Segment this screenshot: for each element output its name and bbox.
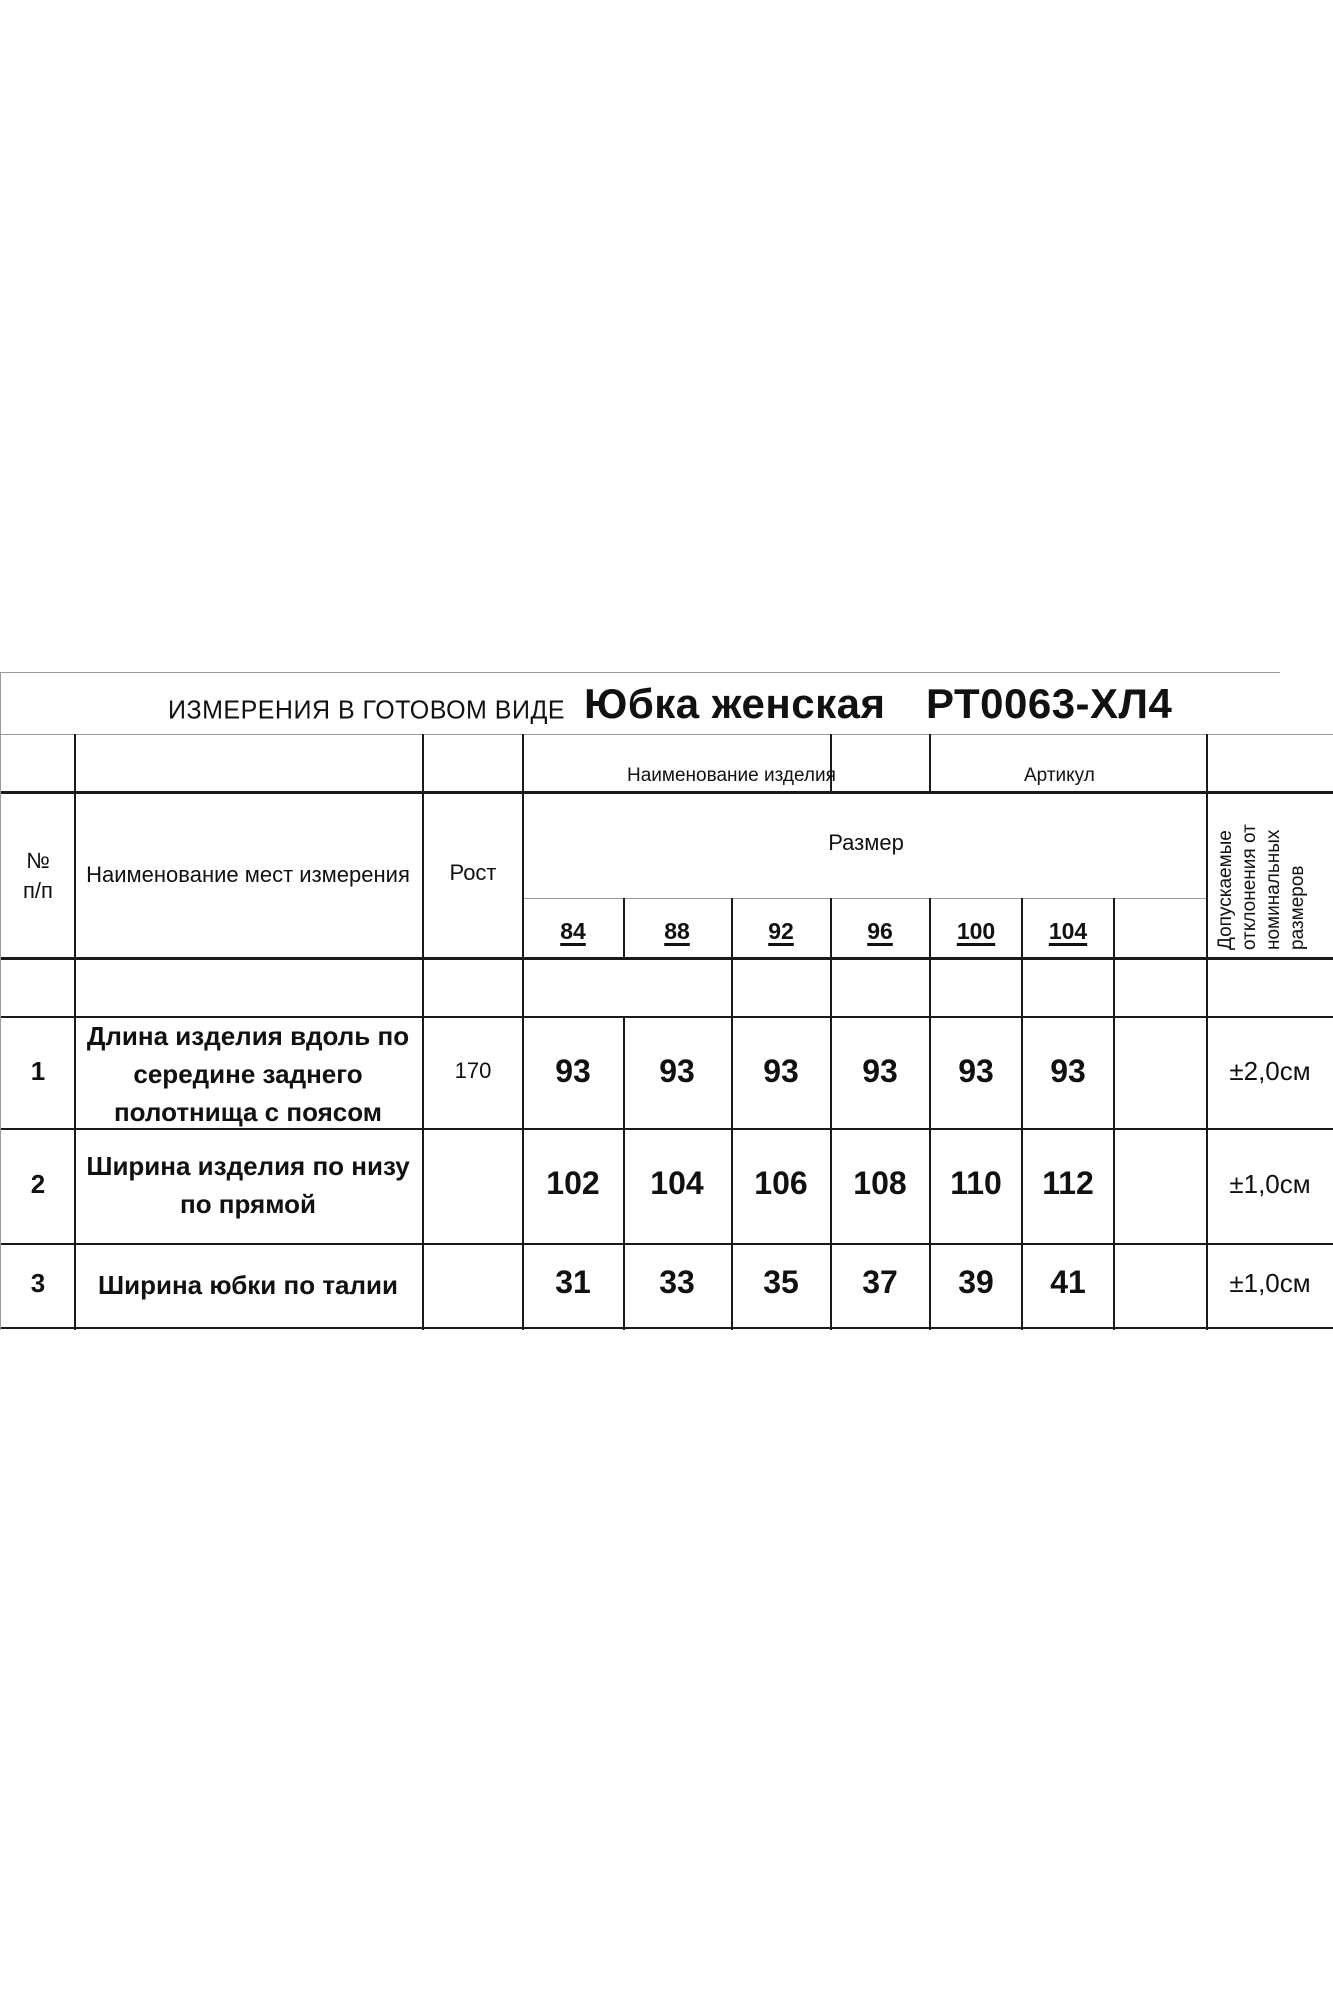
article-code: РТ0063-ХЛ4 <box>926 680 1173 727</box>
col-header-size: Размер <box>828 830 904 855</box>
col-divider-title-b <box>929 734 931 791</box>
size-value: 39 <box>958 1264 994 1300</box>
row-number: 3 <box>30 1268 46 1298</box>
row-3-top-border <box>0 1243 1333 1245</box>
size-header: 88 <box>664 918 690 944</box>
size-value: 108 <box>853 1165 907 1201</box>
size-value: 112 <box>1042 1165 1094 1201</box>
col-divider-s3 <box>830 898 832 1330</box>
table-top-border <box>0 672 1280 673</box>
size-value: 110 <box>950 1165 1002 1201</box>
size-value: 93 <box>862 1053 898 1089</box>
size-value: 41 <box>1050 1264 1086 1300</box>
header-top-border <box>0 791 1333 794</box>
col-divider-no <box>74 734 76 1330</box>
size-value: 106 <box>754 1165 808 1201</box>
tolerance-value: ±1,0см <box>1229 1268 1311 1298</box>
col-divider-s6 <box>1113 898 1115 1330</box>
col-divider-tolerance <box>1206 734 1208 1330</box>
size-value: 93 <box>763 1053 799 1089</box>
size-value: 33 <box>659 1264 695 1300</box>
size-header: 104 <box>1048 918 1088 944</box>
col-header-no: № п/п <box>23 848 53 903</box>
header-bottom-border <box>0 957 1333 960</box>
size-header: 84 <box>560 918 586 944</box>
col-header-measure: Наименование мест измерения <box>86 862 410 887</box>
size-value: 93 <box>958 1053 994 1089</box>
col-divider-s1-header <box>623 898 625 957</box>
size-header: 96 <box>867 918 893 944</box>
measurement-name: Длина изделия вдоль по середине заднего полотнища с поясом <box>86 1021 410 1127</box>
height-value: 170 <box>454 1058 492 1083</box>
size-value: 93 <box>555 1053 591 1089</box>
col-divider-s5 <box>1021 898 1023 1330</box>
size-value: 31 <box>555 1264 591 1300</box>
table-bottom-border <box>0 1327 1333 1329</box>
size-value: 104 <box>650 1165 704 1201</box>
size-value: 93 <box>1050 1053 1086 1089</box>
product-name: Юбка женская <box>584 680 886 727</box>
title-row-divider <box>0 734 1333 735</box>
table-left-border <box>0 672 1 1330</box>
col-header-height: Рост <box>449 860 497 885</box>
product-name-label: Наименование изделия <box>627 765 836 786</box>
tolerance-value: ±1,0см <box>1229 1169 1311 1199</box>
row-number: 1 <box>30 1056 46 1086</box>
size-value: 37 <box>862 1264 898 1300</box>
tolerance-value: ±2,0см <box>1229 1056 1311 1086</box>
size-value: 102 <box>546 1165 600 1201</box>
measurement-name: Ширина юбки по талии <box>98 1270 398 1300</box>
size-value: 35 <box>763 1264 799 1300</box>
size-value: 93 <box>659 1053 695 1089</box>
col-divider-height <box>522 734 524 1330</box>
measurement-name: Ширина изделия по низу по прямой <box>86 1151 410 1219</box>
size-subheader-divider <box>524 898 1208 899</box>
article-label: Артикул <box>1024 765 1095 786</box>
size-header: 100 <box>956 918 996 944</box>
col-divider-measure <box>422 734 424 1330</box>
col-divider-s1 <box>623 1016 625 1330</box>
size-header: 92 <box>768 918 794 944</box>
caption: ИЗМЕРЕНИЯ В ГОТОВОМ ВИДЕ <box>168 695 566 725</box>
col-divider-s2 <box>731 898 733 1330</box>
row-number: 2 <box>30 1169 46 1199</box>
col-header-tolerance: Допускаемые отклонения от номинальных размеров <box>1215 824 1308 950</box>
size-chart-table <box>0 672 1333 1330</box>
col-divider-s4 <box>929 898 931 1330</box>
